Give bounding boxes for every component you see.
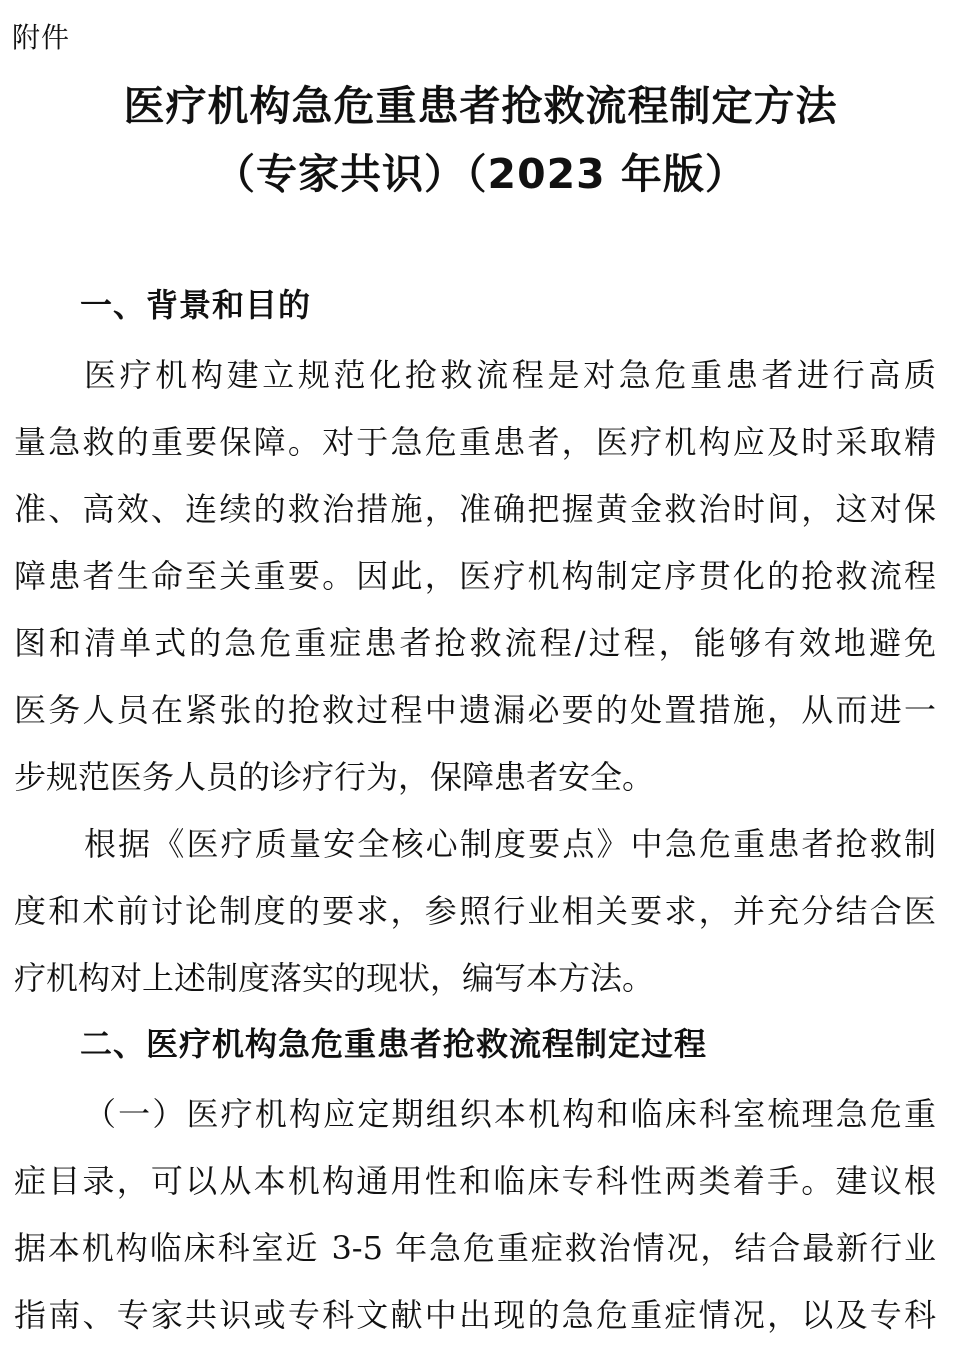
- section-heading-process: 二、医疗机构急危重患者抢救流程制定过程: [80, 1025, 708, 1063]
- document-subtitle: （专家共识）（2023 年版）: [214, 150, 747, 198]
- paragraph-line: 步规范医务人员的诊疗行为，保障患者安全。: [14, 758, 655, 796]
- paragraph-line: 医务人员在紧张的抢救过程中遗漏必要的处置措施，从而进一: [14, 691, 936, 729]
- document-title: 医疗机构急危重患者抢救流程制定方法: [123, 82, 838, 130]
- paragraph-line: 量急救的重要保障。对于急危重患者，医疗机构应及时采取精: [14, 423, 936, 461]
- paragraph-line: 图和清单式的急危重症患者抢救流程/过程，能够有效地避免: [14, 624, 936, 662]
- section-heading-background: 一、背景和目的: [80, 286, 312, 324]
- paragraph-line: 症目录，可以从本机构通用性和临床专科性两类着手。建议根: [14, 1162, 936, 1200]
- attachment-label: 附件: [12, 21, 71, 54]
- paragraph-line: （一）医疗机构应定期组织本机构和临床科室梳理急危重: [84, 1095, 936, 1133]
- paragraph-line: 据本机构临床科室近 3-5 年急危重症救治情况，结合最新行业: [14, 1229, 936, 1267]
- paragraph-line: 疗机构对上述制度落实的现状，编写本方法。: [14, 959, 655, 997]
- paragraph-line: 准、高效、连续的救治措施，准确把握黄金救治时间，这对保: [14, 490, 936, 528]
- paragraph-line: 根据《医疗质量安全核心制度要点》中急危重患者抢救制: [84, 825, 936, 863]
- paragraph-line: 医疗机构建立规范化抢救流程是对急危重患者进行高质: [84, 356, 936, 394]
- paragraph-line: 指南、专家共识或专科文献中出现的急危重症情况，以及专科: [14, 1296, 936, 1334]
- paragraph-line: 障患者生命至关重要。因此，医疗机构制定序贯化的抢救流程: [14, 557, 936, 595]
- paragraph-line: 度和术前讨论制度的要求，参照行业相关要求，并充分结合医: [14, 892, 936, 930]
